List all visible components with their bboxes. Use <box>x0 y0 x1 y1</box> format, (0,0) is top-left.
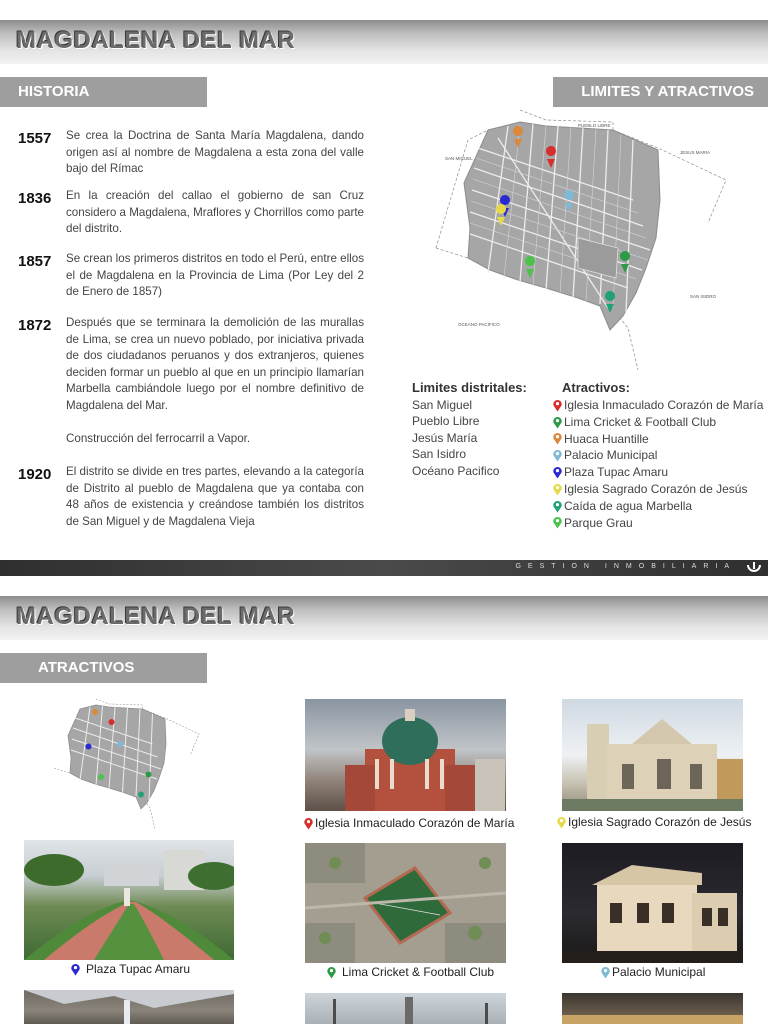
limit-item: San Miguel <box>412 398 473 412</box>
map-pin-icon <box>303 817 314 830</box>
photo-monument <box>305 993 506 1024</box>
map-pin-icon <box>146 772 152 778</box>
timeline-year: 1920 <box>18 466 52 483</box>
timeline-text: Después que se terminara la demolición de las murallas de Lima, se crea un nuevo poblado, por iniciativa privada de dos ciudadanos peruanos y dos extranjeros, quienes deciden formar un pueblo al que en un principio llamarían Marbella cambiándole luego por el nombre definitivo de Magdalena del Mar. <box>66 316 364 412</box>
caption-iglesia-sagrado <box>556 815 751 829</box>
timeline-text: Se crea la Doctrina de Santa María Magdalena, dando origen así al nombre de Magdalena a esta zona del valle bajo del Rímac <box>66 129 364 175</box>
map-pin-icon <box>552 449 563 462</box>
brand-logo-icon <box>746 561 762 575</box>
timeline-entry <box>18 464 366 534</box>
attraction-label: Plaza Tupac Amaru <box>564 465 669 480</box>
map-pin-icon <box>326 966 337 979</box>
caption-label: Iglesia Inmaculado Corazón de María <box>315 816 515 830</box>
photo-caida-agua <box>24 990 234 1024</box>
timeline-year: 1557 <box>18 130 52 147</box>
limites-label: LIMITES Y ATRACTIVOS <box>581 83 754 100</box>
map-label-san-isidro: SAN ISIDRO <box>690 294 717 299</box>
map-pin-icon <box>86 744 92 750</box>
timeline-entry <box>18 431 366 449</box>
page1-title-band <box>0 20 768 64</box>
map-pin-icon <box>552 399 563 412</box>
photo-iglesia-inmaculado <box>305 699 506 811</box>
timeline-entry <box>18 251 366 301</box>
attraction-item <box>552 397 764 414</box>
district-boundary <box>436 110 726 370</box>
timeline-entry <box>18 315 366 415</box>
map-pin-icon <box>556 816 567 829</box>
monument-image <box>305 993 506 1024</box>
map-pin-icon <box>138 792 144 798</box>
map-label-san-miguel: SAN MIGUEL <box>445 156 473 161</box>
timeline-year: 1836 <box>18 190 52 207</box>
map-pin-icon <box>552 432 563 445</box>
atractivos-tab <box>0 653 207 683</box>
limit-item: Océano Pacifico <box>412 463 500 478</box>
aerial-image <box>305 843 506 963</box>
limites-tab <box>553 77 768 107</box>
limit-item: Jesús María <box>412 430 478 445</box>
attraction-label: Palacio Municipal <box>564 448 658 463</box>
attraction-item <box>552 481 764 498</box>
atractivos-label: ATRACTIVOS <box>38 659 135 676</box>
attraction-item <box>552 515 764 532</box>
map-pin-icon <box>552 516 563 529</box>
page1-title: MAGDALENA DEL MAR <box>16 27 296 54</box>
caption-iglesia-inmaculado <box>303 816 514 830</box>
waterfall-image <box>24 990 234 1024</box>
photo-lima-cricket <box>305 843 506 963</box>
attractions-list <box>552 380 764 531</box>
footer-brand: GESTION INMOBILIARIA <box>515 563 736 570</box>
caption-label: Plaza Tupac Amaru <box>86 962 191 976</box>
timeline-text: En la creación del callao el gobierno de san Cruz considero a Magdalena, Mraflores y Chorrillos como parte del distrito. <box>66 189 364 235</box>
attraction-item <box>552 464 764 481</box>
map-pin-icon <box>70 963 81 976</box>
page2-title: MAGDALENA DEL MAR <box>16 603 296 630</box>
caption-label: Iglesia Sagrado Corazón de Jesús <box>568 815 752 829</box>
map-label-pueblo-libre: PUEBLO LIBRE <box>578 123 611 128</box>
attraction-label: Iglesia Sagrado Corazón de Jesús <box>564 481 748 496</box>
district-map-thumbnail <box>40 698 210 833</box>
page-top-margin <box>0 0 768 20</box>
attraction-label: Huaca Huantille <box>564 431 649 446</box>
limits-title: Limites distritales: <box>412 380 527 395</box>
attraction-item <box>552 447 764 464</box>
map-pin-icon <box>552 500 563 513</box>
limit-item: San Isidro <box>412 447 467 462</box>
timeline-year: 1857 <box>18 253 52 270</box>
timeline-text: El distrito se divide en tres partes, elevando a la categoría de Distrito al pueblo de Magdalena que ya contaba con 48 años de existencia y creándose también los distritos de San Miguel y de Magdalena Vieja <box>66 465 364 528</box>
page2-title-band <box>0 596 768 640</box>
photo-plaza-tupac-amaru <box>24 840 234 960</box>
caption-plaza-tupac-amaru <box>70 962 190 976</box>
timeline-text: Construcción del ferrocarril a Vapor. <box>66 432 251 445</box>
timeline-entry <box>18 188 366 235</box>
map-pin-icon <box>92 709 98 715</box>
district-map <box>428 108 728 378</box>
photo-palacio-municipal <box>562 843 743 963</box>
caption-palacio-municipal <box>600 965 705 979</box>
limit-item: Pueblo Libre <box>412 414 480 429</box>
map-pin-icon <box>118 741 124 747</box>
map-pin-icon <box>98 774 104 780</box>
timeline-text: Se crean los primeros distritos en todo el Perú, entre ellos el de Magdalena en la Provincia de Lima (Por Ley del 2 de Enero de 1857) <box>66 252 364 298</box>
attraction-label: Iglesia Inmaculado Corazón de María <box>564 398 764 412</box>
photo-parque-grau <box>562 993 743 1024</box>
timeline-year: 1872 <box>18 317 52 334</box>
attraction-item <box>552 414 764 431</box>
attraction-label: Parque Grau <box>564 515 633 530</box>
caption-lima-cricket <box>326 965 494 979</box>
map-pin-icon <box>552 416 563 429</box>
map-pin-icon <box>552 483 563 496</box>
photo-iglesia-sagrado <box>562 699 743 811</box>
limits-list <box>412 380 552 479</box>
attractions-title: Atractivos: <box>562 380 630 395</box>
historia-label: HISTORIA <box>18 83 90 100</box>
caption-label: Palacio Municipal <box>612 965 706 979</box>
attraction-item <box>552 431 764 448</box>
attraction-label: Caída de agua Marbella <box>564 498 693 513</box>
timeline-entry <box>18 128 366 178</box>
church-image <box>562 699 743 811</box>
page1-footer-bar <box>0 560 768 576</box>
map-label-jesus-maria: JESUS MARIA <box>680 150 711 155</box>
attraction-label: Lima Cricket & Football Club <box>564 414 717 429</box>
plaza-image <box>24 840 234 960</box>
church-image <box>305 699 506 811</box>
building-image <box>562 843 743 963</box>
attraction-item <box>552 498 764 515</box>
map-pin-icon <box>109 719 115 725</box>
map-pin-icon <box>552 466 563 479</box>
map-label-oceano: OCEANO PACIFICO <box>458 322 500 327</box>
caption-label: Lima Cricket & Football Club <box>342 965 495 979</box>
park-image <box>562 993 743 1024</box>
historia-tab <box>0 77 207 107</box>
map-pin-icon <box>600 966 611 979</box>
